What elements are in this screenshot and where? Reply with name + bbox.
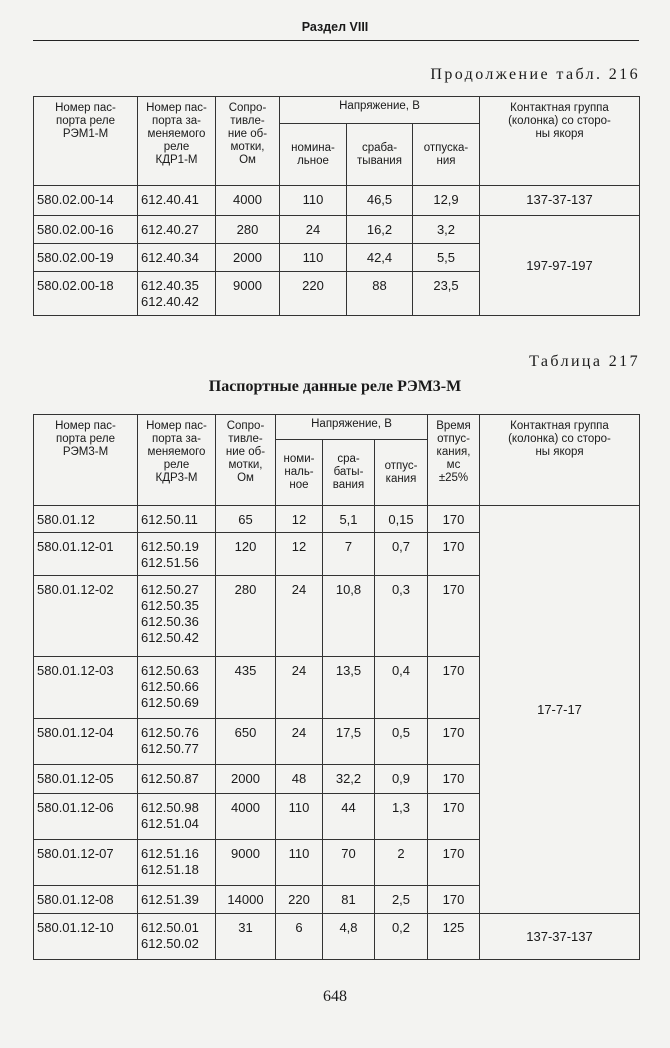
cell-release: 0,7 <box>375 533 428 576</box>
col-header-resistance: Сопро- тивле- ние об- мотки, Ом <box>216 415 276 506</box>
cell-release: 2,5 <box>375 886 428 914</box>
cell-release: 0,4 <box>375 657 428 719</box>
cell-nominal: 220 <box>276 886 323 914</box>
cell-replaced: 612.50.19 612.51.56 <box>138 533 216 576</box>
cell-replaced: 612.40.41 <box>138 186 216 216</box>
col-header-contact: Контактная группа (колонка) со сторо- ны якоря <box>480 97 640 186</box>
cell-release: 0,3 <box>375 576 428 657</box>
cell-nominal: 110 <box>276 794 323 840</box>
cell-nominal: 110 <box>280 186 347 216</box>
cell-passport: 580.01.12-08 <box>34 886 138 914</box>
cell-replaced: 612.50.87 <box>138 765 216 794</box>
cell-release: 3,2 <box>413 216 480 244</box>
col-header-resistance: Сопро- тивле- ние об- мотки, Ом <box>216 97 280 186</box>
cell-resistance: 14000 <box>216 886 276 914</box>
cell-operate: 44 <box>323 794 375 840</box>
table-217 <box>33 414 640 960</box>
cell-resistance: 2000 <box>216 244 280 272</box>
cell-passport: 580.02.00-18 <box>34 272 138 316</box>
cell-release-time: 170 <box>428 533 480 576</box>
cell-operate: 42,4 <box>347 244 413 272</box>
table-row <box>34 914 640 960</box>
cell-passport: 580.01.12-05 <box>34 765 138 794</box>
cell-nominal: 220 <box>280 272 347 316</box>
cell-contact: 197-97-197 <box>480 216 640 316</box>
table-216 <box>33 96 640 316</box>
cell-replaced: 612.40.34 <box>138 244 216 272</box>
col-header-release-time: Время отпус- кания, мс ±25% <box>428 415 480 506</box>
cell-operate: 13,5 <box>323 657 375 719</box>
cell-release-time: 170 <box>428 719 480 765</box>
cell-resistance: 31 <box>216 914 276 960</box>
col-header-contact: Контактная группа (колонка) со сторо- ны якоря <box>480 415 640 506</box>
cell-resistance: 9000 <box>216 840 276 886</box>
cell-replaced: 612.50.27 612.50.35 612.50.36 612.50.42 <box>138 576 216 657</box>
cell-contact: 137-37-137 <box>480 186 640 216</box>
cell-replaced: 612.50.01 612.50.02 <box>138 914 216 960</box>
cell-passport: 580.01.12-06 <box>34 794 138 840</box>
cell-replaced: 612.40.35 612.40.42 <box>138 272 216 316</box>
cell-operate: 88 <box>347 272 413 316</box>
cell-release: 5,5 <box>413 244 480 272</box>
cell-release-time: 170 <box>428 886 480 914</box>
cell-resistance: 280 <box>216 576 276 657</box>
cell-contact: 137-37-137 <box>480 914 640 960</box>
cell-resistance: 4000 <box>216 794 276 840</box>
col-header-replaced: Номер пас- порта за- меняемого реле КДР3-М <box>138 415 216 506</box>
col-header-nominal: номина- льное <box>280 124 347 186</box>
table-row <box>34 506 640 533</box>
table-216-caption: Продолжение табл. 216 <box>430 66 640 83</box>
cell-release: 0,2 <box>375 914 428 960</box>
cell-replaced: 612.50.63 612.50.66 612.50.69 <box>138 657 216 719</box>
page-number: 648 <box>323 988 347 1005</box>
cell-replaced: 612.51.16 612.51.18 <box>138 840 216 886</box>
cell-operate: 81 <box>323 886 375 914</box>
cell-operate: 5,1 <box>323 506 375 533</box>
cell-release-time: 170 <box>428 657 480 719</box>
cell-release: 12,9 <box>413 186 480 216</box>
cell-passport: 580.01.12-04 <box>34 719 138 765</box>
cell-release: 0,9 <box>375 765 428 794</box>
cell-operate: 7 <box>323 533 375 576</box>
cell-nominal: 48 <box>276 765 323 794</box>
cell-passport: 580.01.12-10 <box>34 914 138 960</box>
col-header-voltage: Напряжение, В <box>276 415 428 440</box>
cell-replaced: 612.50.11 <box>138 506 216 533</box>
cell-resistance: 435 <box>216 657 276 719</box>
cell-nominal: 110 <box>276 840 323 886</box>
table-row <box>34 216 640 244</box>
cell-passport: 580.02.00-16 <box>34 216 138 244</box>
cell-resistance: 9000 <box>216 272 280 316</box>
col-header-operate: сра- баты- вания <box>323 440 375 506</box>
cell-operate: 16,2 <box>347 216 413 244</box>
col-header-operate: сраба- тывания <box>347 124 413 186</box>
cell-nominal: 24 <box>280 216 347 244</box>
cell-release: 0,15 <box>375 506 428 533</box>
cell-nominal: 6 <box>276 914 323 960</box>
cell-operate: 46,5 <box>347 186 413 216</box>
cell-passport: 580.01.12-01 <box>34 533 138 576</box>
cell-release: 2 <box>375 840 428 886</box>
cell-operate: 4,8 <box>323 914 375 960</box>
cell-passport: 580.01.12-03 <box>34 657 138 719</box>
cell-release-time: 125 <box>428 914 480 960</box>
cell-nominal: 24 <box>276 719 323 765</box>
cell-resistance: 65 <box>216 506 276 533</box>
cell-passport: 580.01.12-02 <box>34 576 138 657</box>
cell-release-time: 170 <box>428 576 480 657</box>
cell-release: 0,5 <box>375 719 428 765</box>
header-rule <box>33 40 639 41</box>
cell-passport: 580.01.12-07 <box>34 840 138 886</box>
col-header-release: отпуска- ния <box>413 124 480 186</box>
cell-operate: 17,5 <box>323 719 375 765</box>
cell-nominal: 12 <box>276 533 323 576</box>
cell-resistance: 650 <box>216 719 276 765</box>
cell-passport: 580.02.00-19 <box>34 244 138 272</box>
cell-nominal: 110 <box>280 244 347 272</box>
cell-resistance: 2000 <box>216 765 276 794</box>
col-header-passport: Номер пас- порта реле РЭМ1-М <box>34 97 138 186</box>
cell-resistance: 4000 <box>216 186 280 216</box>
cell-release-time: 170 <box>428 765 480 794</box>
cell-replaced: 612.50.98 612.51.04 <box>138 794 216 840</box>
table-217-caption: Таблица 217 <box>529 353 640 370</box>
cell-resistance: 120 <box>216 533 276 576</box>
cell-passport: 580.02.00-14 <box>34 186 138 216</box>
cell-nominal: 24 <box>276 576 323 657</box>
cell-passport: 580.01.12 <box>34 506 138 533</box>
cell-operate: 32,2 <box>323 765 375 794</box>
col-header-passport: Номер пас- порта реле РЭМ3-М <box>34 415 138 506</box>
cell-replaced: 612.51.39 <box>138 886 216 914</box>
cell-contact: 17-7-17 <box>480 506 640 914</box>
col-header-voltage: Напряжение, В <box>280 97 480 124</box>
table-217-title: Паспортные данные реле РЭМ3-М <box>208 378 462 395</box>
cell-nominal: 24 <box>276 657 323 719</box>
table-row <box>34 186 640 216</box>
cell-operate: 70 <box>323 840 375 886</box>
cell-replaced: 612.50.76 612.50.77 <box>138 719 216 765</box>
cell-operate: 10,8 <box>323 576 375 657</box>
col-header-release: отпус- кания <box>375 440 428 506</box>
col-header-replaced: Номер пас- порта за- меняемого реле КДР1-М <box>138 97 216 186</box>
cell-release: 1,3 <box>375 794 428 840</box>
section-header: Раздел VIII <box>301 20 369 34</box>
cell-release-time: 170 <box>428 506 480 533</box>
cell-release-time: 170 <box>428 840 480 886</box>
cell-release: 23,5 <box>413 272 480 316</box>
cell-nominal: 12 <box>276 506 323 533</box>
cell-replaced: 612.40.27 <box>138 216 216 244</box>
col-header-nominal: номи- наль- ное <box>276 440 323 506</box>
cell-resistance: 280 <box>216 216 280 244</box>
cell-release-time: 170 <box>428 794 480 840</box>
